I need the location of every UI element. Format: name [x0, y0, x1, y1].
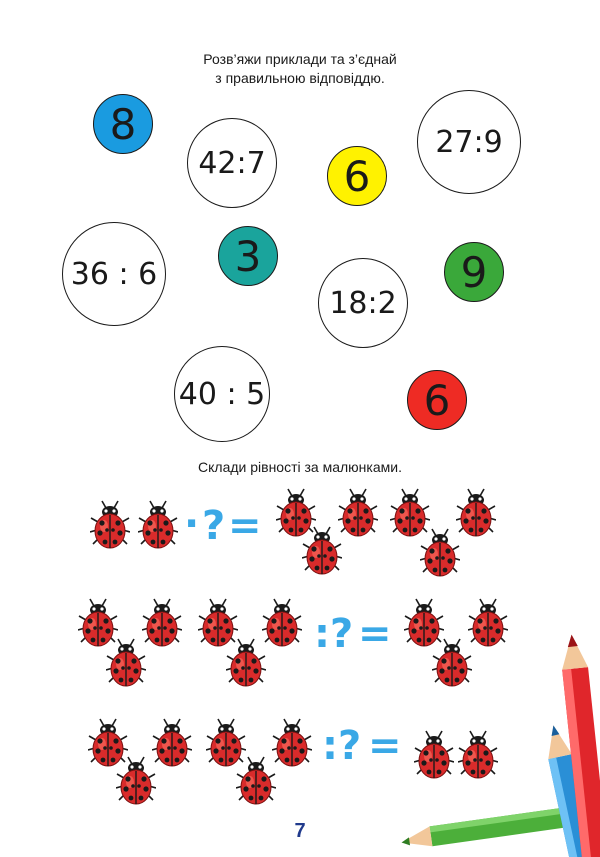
ladybug-icon: [90, 500, 130, 550]
answer-circle-blue[interactable]: 8: [93, 94, 153, 154]
expression-circle[interactable]: 18:2: [318, 258, 408, 348]
unknown-mark: ?: [330, 611, 354, 657]
multiply-sign: ·: [184, 501, 200, 547]
ladybug-icon: [236, 756, 276, 806]
expression-circle[interactable]: 42:7: [187, 118, 277, 208]
instruction-line-1: Розв’яжи приклади та з’єднай: [203, 51, 397, 67]
section-title: Склади рівності за малюнками.: [198, 459, 402, 475]
ladybug-icon: [338, 488, 378, 538]
unknown-mark: ?: [338, 723, 362, 769]
ladybug-icon: [106, 638, 146, 688]
ladybug-icon: [226, 638, 266, 688]
answer-circle-red[interactable]: 6: [407, 370, 467, 430]
divide-sign: :: [314, 611, 330, 657]
ladybug-icon: [302, 526, 342, 576]
ladybug-icon: [420, 528, 460, 578]
ladybug-icon: [456, 488, 496, 538]
expression-circle[interactable]: 40 : 5: [174, 346, 270, 442]
ladybug-icon: [272, 718, 312, 768]
ladybug-icon: [152, 718, 192, 768]
divide-sign: :: [322, 723, 338, 769]
ladybug-icon: [142, 598, 182, 648]
ladybug-icon: [138, 500, 178, 550]
page-number: 7: [294, 820, 306, 842]
ladybug-icon: [262, 598, 302, 648]
colored-pencils-icon: [390, 620, 600, 857]
equals-sign: =: [358, 611, 392, 657]
answer-circle-green[interactable]: 9: [444, 242, 504, 302]
answer-circle-teal[interactable]: 3: [218, 226, 278, 286]
answer-circle-yellow[interactable]: 6: [327, 146, 387, 206]
equals-sign: =: [368, 723, 402, 769]
equals-sign: =: [228, 503, 262, 549]
instruction-line-2: з правильною відповіддю.: [215, 70, 385, 86]
unknown-mark: ?: [202, 503, 226, 549]
expression-circle[interactable]: 36 : 6: [62, 222, 166, 326]
expression-circle[interactable]: 27:9: [417, 90, 521, 194]
ladybug-icon: [116, 756, 156, 806]
